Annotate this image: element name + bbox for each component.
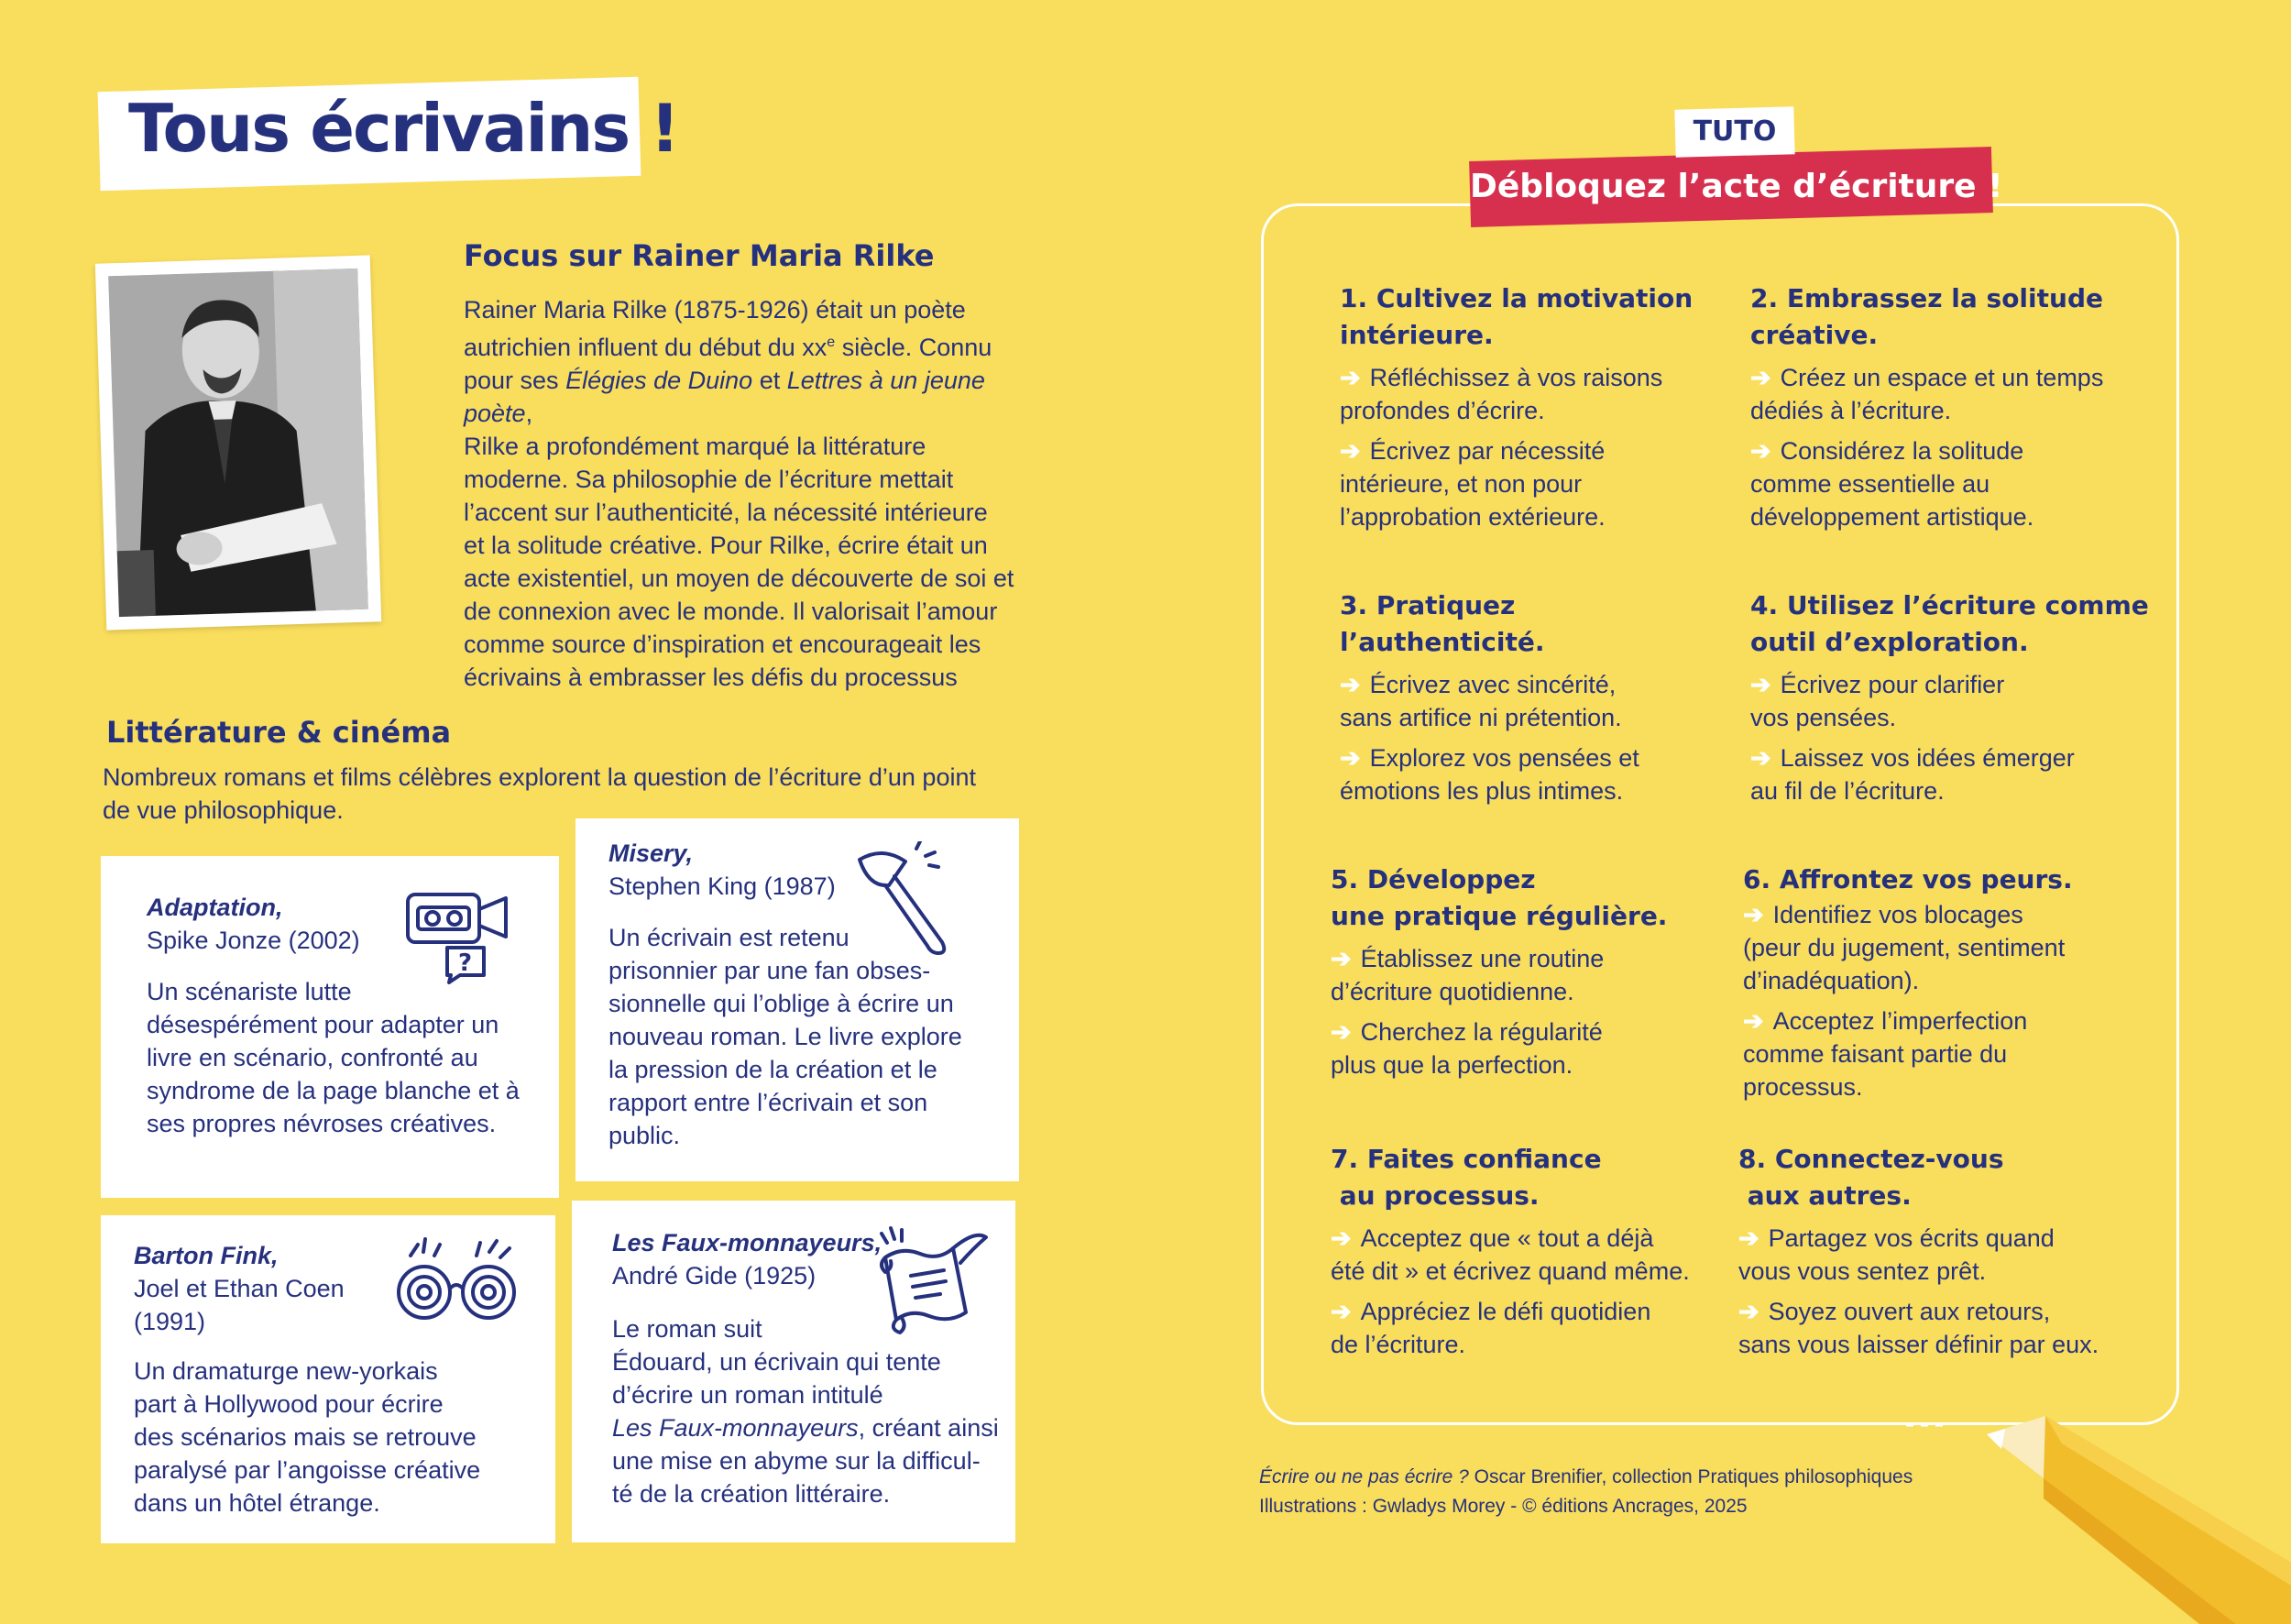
arrow-icon: ➔	[1331, 1224, 1352, 1252]
step-tip	[1340, 361, 1743, 427]
card-author: Stephen King (1987)	[608, 872, 836, 900]
credits	[1259, 1463, 1913, 1521]
step-heading: l’authenticité.	[1340, 627, 1545, 657]
arrow-icon: ➔	[1750, 437, 1771, 465]
step-tip	[1743, 1004, 2146, 1103]
card-line: prisonnier par une fan obses-	[608, 957, 931, 984]
book-title: Élégies de Duino	[565, 367, 753, 394]
card-author: (1991)	[134, 1308, 206, 1335]
focus-line: l’accent sur l’authenticité, la nécessité intérieure	[464, 499, 988, 526]
tip-text: Acceptez l’imperfection	[1772, 1007, 2028, 1035]
card-line	[612, 1411, 1015, 1444]
card-header	[134, 1239, 345, 1338]
credits-text: Oscar Brenifier, collection Pratiques philosophiques	[1468, 1466, 1913, 1487]
arrow-icon: ➔	[1750, 744, 1771, 772]
scroll-quill-icon	[865, 1221, 993, 1340]
step-tip	[1743, 898, 2146, 997]
tip-text: Écrivez par nécessité	[1369, 437, 1606, 465]
focus-line: de connexion avec le monde. Il valorisait l’amour	[464, 598, 998, 625]
arrow-icon: ➔	[1331, 1298, 1352, 1325]
arrow-icon: ➔	[1340, 364, 1361, 391]
card-title: Misery,	[608, 839, 694, 867]
step-heading: 6. Affrontez vos peurs.	[1743, 864, 2073, 894]
step-tip	[1340, 668, 1743, 734]
tuto-step-8	[1738, 1141, 2160, 1361]
card-line: té de la création littéraire.	[612, 1480, 891, 1508]
step-tip	[1331, 1295, 1734, 1361]
tip-text: vous vous sentez prêt.	[1738, 1257, 1987, 1285]
card-line: Un dramaturge new-yorkais	[134, 1357, 438, 1385]
focus-text: ,	[525, 400, 533, 427]
axe-icon	[841, 841, 970, 970]
card-body	[134, 1355, 537, 1520]
step-heading: 3. Pratiquez	[1340, 590, 1516, 620]
camera-icon	[403, 883, 522, 984]
litcine-heading: Littérature & cinéma	[106, 715, 452, 750]
credits-line: Illustrations : Gwladys Morey - © éditions Ancrages, 2025	[1259, 1496, 1748, 1517]
card-line: nouveau roman. Le livre explore	[608, 1023, 962, 1050]
card-author: André Gide (1925)	[612, 1262, 817, 1289]
step-tip	[1750, 361, 2154, 427]
step-tip	[1750, 434, 2154, 533]
tip-text: plus que la perfection.	[1331, 1051, 1573, 1079]
card-line: livre en scénario, confronté au	[147, 1044, 478, 1071]
focus-line: et la solitude créative. Pour Rilke, écrire était un	[464, 532, 988, 559]
pencil-icon	[1906, 1398, 2291, 1624]
focus-line	[464, 364, 1050, 430]
tip-text: de l’écriture.	[1331, 1331, 1466, 1358]
focus-line: Rainer Maria Rilke (1875-1926) était un poète	[464, 296, 966, 324]
step-tip	[1340, 741, 1743, 807]
card-line: la pression de la création et le	[608, 1056, 937, 1083]
rilke-photo	[95, 255, 381, 630]
superscript: e	[827, 335, 836, 350]
tuto-step-6	[1743, 861, 2146, 1103]
tip-text: développement artistique.	[1750, 503, 2034, 531]
page-title: Tous écrivains !	[128, 90, 679, 167]
intro-line: de vue philosophique.	[103, 796, 344, 824]
step-tip	[1331, 1222, 1734, 1288]
card-line: Un écrivain est retenu	[608, 924, 850, 951]
tuto-step-4	[1750, 587, 2163, 807]
tip-text: comme faisant partie du	[1743, 1040, 2008, 1068]
tip-text: Créez un espace et un temps	[1780, 364, 2104, 391]
tip-text: d’inadéquation).	[1743, 967, 1920, 994]
focus-text: pour ses	[464, 367, 566, 394]
arrow-icon: ➔	[1340, 671, 1361, 698]
tip-text: Établissez une routine	[1360, 945, 1605, 972]
card-line: Le roman suit	[612, 1315, 762, 1343]
arrow-icon: ➔	[1750, 364, 1771, 391]
step-tip	[1738, 1295, 2160, 1361]
tip-text: Écrivez avec sincérité,	[1369, 671, 1617, 698]
card-line: rapport entre l’écrivain et son	[608, 1089, 928, 1116]
book-title: Écrire ou ne pas écrire ?	[1259, 1466, 1469, 1487]
step-tip	[1331, 942, 1734, 1008]
card-text: , créant ainsi	[858, 1414, 999, 1442]
step-heading: aux autres.	[1738, 1180, 1912, 1211]
tip-text: été dit » et écrivez quand même.	[1331, 1257, 1690, 1285]
focus-line: moderne. Sa philosophie de l’écriture mettait	[464, 466, 954, 493]
card-line: Un scénariste lutte	[147, 978, 352, 1005]
tip-text: l’approbation extérieure.	[1340, 503, 1606, 531]
arrow-icon: ➔	[1331, 945, 1352, 972]
step-heading: 2. Embrassez la solitude	[1750, 283, 2103, 313]
tip-text: processus.	[1743, 1073, 1863, 1101]
card-author: Spike Jonze (2002)	[147, 927, 360, 954]
tip-text: d’écriture quotidienne.	[1331, 978, 1574, 1005]
card-line: d’écrire un roman intitulé	[612, 1381, 883, 1409]
tuto-step-7	[1331, 1141, 1734, 1361]
tuto-title: Débloquez l’acte d’écriture !	[1470, 168, 2003, 205]
card-author: Joel et Ethan Coen	[134, 1275, 345, 1302]
spiral-glasses-icon	[392, 1235, 521, 1336]
arrow-icon: ➔	[1738, 1224, 1759, 1252]
arrow-icon: ➔	[1743, 1007, 1764, 1035]
card-body	[612, 1312, 1015, 1510]
tip-text: dédiés à l’écriture.	[1750, 397, 1952, 424]
step-tip	[1331, 1015, 1734, 1081]
tip-text: Cherchez la régularité	[1360, 1018, 1603, 1046]
tip-text: Partagez vos écrits quand	[1768, 1224, 2055, 1252]
tip-text: au fil de l’écriture.	[1750, 777, 1945, 805]
step-heading: 4. Utilisez l’écriture comme	[1750, 590, 2149, 620]
card-header	[612, 1226, 882, 1292]
focus-paragraph	[464, 293, 1050, 694]
tip-text: Réfléchissez à vos raisons	[1369, 364, 1663, 391]
tip-text: profondes d’écrire.	[1340, 397, 1545, 424]
book-title: Les Faux-monnayeurs	[612, 1414, 859, 1442]
tip-text: Acceptez que « tout a déjà	[1360, 1224, 1654, 1252]
step-heading: 7. Faites confiance	[1331, 1144, 1602, 1174]
step-tip	[1738, 1222, 2160, 1288]
step-heading: créative.	[1750, 320, 1879, 350]
tip-text: émotions les plus intimes.	[1340, 777, 1624, 805]
card-line: Édouard, un écrivain qui tente	[612, 1348, 941, 1376]
tuto-step-1	[1340, 280, 1743, 533]
portrait-image	[108, 269, 368, 617]
tip-text: Considérez la solitude	[1780, 437, 2024, 465]
arrow-icon: ➔	[1340, 744, 1361, 772]
tip-text: Explorez vos pensées et	[1369, 744, 1639, 772]
card-header	[147, 891, 360, 957]
intro-line: Nombreux romans et films célèbres explorent la question de l’écriture d’un point	[103, 763, 976, 791]
tip-text: Écrivez pour clarifier	[1780, 671, 2005, 698]
focus-line	[464, 326, 1050, 364]
step-tip	[1340, 434, 1743, 533]
step-heading: 8. Connectez-vous	[1738, 1144, 2004, 1174]
tip-text: sans vous laisser définir par eux.	[1738, 1331, 2099, 1358]
tip-text: Appréciez le défi quotidien	[1360, 1298, 1651, 1325]
litcine-intro	[103, 761, 1111, 827]
card-line: part à Hollywood pour écrire	[134, 1390, 444, 1418]
focus-line: Rilke a profondément marqué la littérature	[464, 433, 926, 460]
step-tip	[1750, 741, 2163, 807]
tip-text: Soyez ouvert aux retours,	[1768, 1298, 2051, 1325]
card-line: des scénarios mais se retrouve	[134, 1423, 477, 1451]
step-heading: une pratique régulière.	[1331, 901, 1668, 931]
focus-heading: Focus sur Rainer Maria Rilke	[464, 238, 935, 273]
card-line: dans un hôtel étrange.	[134, 1489, 380, 1517]
card-title: Barton Fink,	[134, 1242, 279, 1269]
card-line: désespérément pour adapter un	[147, 1011, 499, 1038]
focus-text: autrichien influent du début du xx	[464, 334, 828, 361]
arrow-icon: ➔	[1340, 437, 1361, 465]
card-title: Adaptation,	[147, 894, 283, 921]
step-heading: 1. Cultivez la motivation	[1340, 283, 1694, 313]
card-faux-monnayeurs	[572, 1201, 1015, 1542]
card-misery	[575, 818, 1019, 1181]
card-barton-fink	[101, 1215, 555, 1543]
arrow-icon: ➔	[1331, 1018, 1352, 1046]
card-line: une mise en abyme sur la difficul-	[612, 1447, 981, 1475]
card-adaptation	[101, 856, 559, 1198]
focus-text: siècle. Connu	[835, 334, 992, 361]
book-title: Lettres à un jeune poète	[464, 367, 985, 427]
focus-line: acte existentiel, un moyen de découverte de soi et	[464, 565, 1014, 592]
step-heading: intérieure.	[1340, 320, 1494, 350]
tuto-step-3	[1340, 587, 1743, 807]
tip-text: sans artifice ni prétention.	[1340, 704, 1622, 731]
credits-line	[1259, 1463, 1913, 1492]
step-tip	[1750, 668, 2163, 734]
focus-line: comme source d’inspiration et encourageait les	[464, 631, 981, 658]
card-line: public.	[608, 1122, 681, 1149]
arrow-icon: ➔	[1750, 671, 1771, 698]
tip-text: comme essentielle au	[1750, 470, 1990, 498]
card-line: ses propres névroses créatives.	[147, 1110, 497, 1137]
step-heading: 5. Développez	[1331, 864, 1536, 894]
card-header	[608, 837, 836, 903]
focus-line: écrivains à embrasser les défis du processus	[464, 664, 958, 691]
tuto-tag: TUTO	[1693, 115, 1777, 148]
tip-text: intérieure, et non pour	[1340, 470, 1583, 498]
arrow-icon: ➔	[1738, 1298, 1759, 1325]
tip-text: vos pensées.	[1750, 704, 1897, 731]
svg-text:?: ?	[458, 949, 473, 977]
card-body	[147, 975, 550, 1140]
tuto-step-2	[1750, 280, 2154, 533]
card-title: Les Faux-monnayeurs,	[612, 1229, 882, 1256]
tip-text: Laissez vos idées émerger	[1780, 744, 2075, 772]
arrow-icon: ➔	[1743, 901, 1764, 928]
tuto-step-5	[1331, 861, 1734, 1081]
card-line: syndrome de la page blanche et à	[147, 1077, 520, 1104]
card-line: paralysé par l’angoisse créative	[134, 1456, 481, 1484]
tip-text: (peur du jugement, sentiment	[1743, 934, 2066, 961]
step-heading: au processus.	[1331, 1180, 1540, 1211]
tip-text: Identifiez vos blocages	[1772, 901, 2023, 928]
step-heading: outil d’exploration.	[1750, 627, 2029, 657]
card-line: sionnelle qui l’oblige à écrire un	[608, 990, 954, 1017]
focus-text: et	[752, 367, 787, 394]
